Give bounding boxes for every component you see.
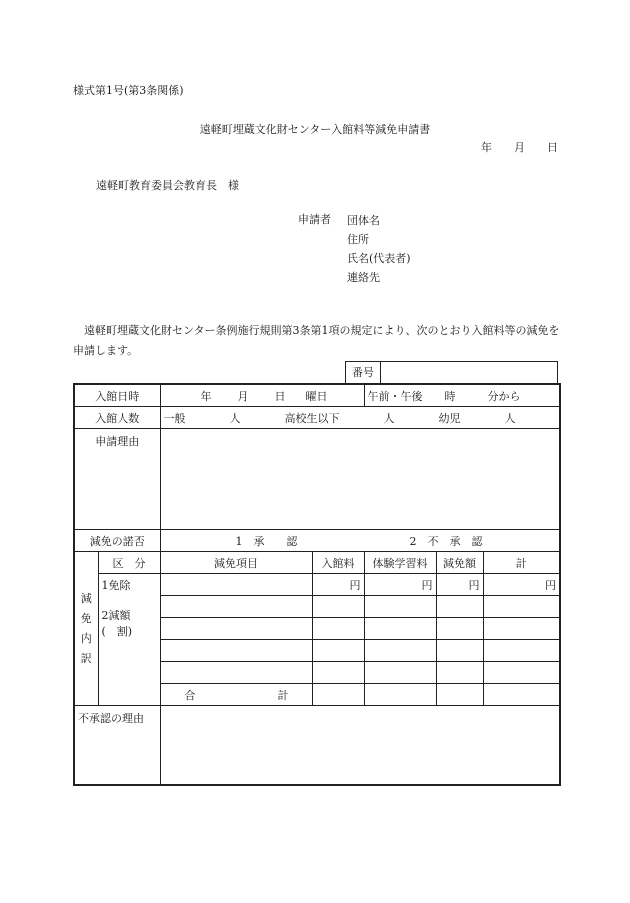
header-category: 区 分 [98,552,160,574]
addressee: 遠軽町教育委員会教育長 様 [96,179,239,192]
reduction-cell[interactable] [436,640,483,662]
reason-label: 申請理由 [74,429,160,530]
visit-year: 年 [200,389,212,403]
experience-cell[interactable] [364,618,436,640]
visit-weekday: 曜日 [305,389,328,403]
applicant-contact-field[interactable]: 連絡先 [347,271,380,284]
reason-field[interactable] [160,429,560,530]
reduction-cell[interactable]: 円 [436,574,483,596]
sum-reduction[interactable] [436,684,483,706]
total-cell[interactable] [483,640,560,662]
approval-option-approve[interactable]: 1 承 認 [235,534,298,548]
applicant-name-field[interactable]: 氏名(代表者) [347,252,411,265]
visitors-field[interactable] [160,407,560,429]
rejection-row [74,706,560,786]
date-year[interactable]: 年 [481,141,492,154]
breakdown-row [74,596,560,618]
date-line [459,139,558,155]
sum-experience[interactable] [364,684,436,706]
visit-time-field[interactable] [364,384,560,407]
total-cell[interactable]: 円 [483,574,560,596]
number-label: 番号 [346,362,381,383]
item-cell[interactable] [160,596,312,618]
header-experience: 体験学習料 [364,552,436,574]
visitors-row [74,407,560,429]
sum-total[interactable] [483,684,560,706]
total-cell[interactable] [483,596,560,618]
applicant-org-field[interactable]: 団体名 [347,214,380,227]
date-day[interactable]: 日 [547,141,558,154]
item-cell[interactable] [160,662,312,684]
experience-cell[interactable] [364,662,436,684]
date-month[interactable]: 月 [514,141,525,154]
visitors-infant-unit: 人 [504,411,516,425]
experience-cell[interactable] [364,640,436,662]
reason-row [74,429,560,530]
visitors-highschool: 高校生以下 [284,411,340,425]
category-reduce: 2減額 ( 割) [98,596,160,706]
visit-ampm: 午前・午後 [367,389,423,403]
visit-hour: 時 [444,389,456,403]
rejection-label: 不承認の理由 [74,706,160,786]
number-box [345,361,558,383]
experience-cell[interactable] [364,596,436,618]
total-cell[interactable] [483,662,560,684]
visitors-general-unit: 人 [229,411,241,425]
admission-cell[interactable] [312,618,364,640]
reduction-cell[interactable] [436,662,483,684]
visitors-infant: 幼児 [438,411,461,425]
form-number: 様式第1号(第3条関係) [73,84,184,97]
sum-admission[interactable] [312,684,364,706]
reduction-cell[interactable] [436,596,483,618]
reduction-cell[interactable] [436,618,483,640]
sum-label-2: 計 [277,688,289,702]
admission-cell[interactable]: 円 [312,574,364,596]
visitors-label: 入館人数 [74,407,160,429]
experience-cell[interactable]: 円 [364,574,436,596]
breakdown-row [74,574,560,596]
sum-label-1: 合 [184,688,196,702]
visitors-highschool-unit: 人 [383,411,395,425]
sum-label [160,684,312,706]
application-table [73,383,561,786]
admission-cell[interactable] [312,640,364,662]
rejection-field[interactable] [160,706,560,786]
approval-row [74,530,560,552]
total-cell[interactable] [483,618,560,640]
item-cell[interactable] [160,574,312,596]
header-reduction: 減免額 [436,552,483,574]
approval-label: 減免の諾否 [74,530,160,552]
visit-date-row [74,384,560,407]
visit-day: 日 [274,389,286,403]
breakdown-header-row [74,552,560,574]
applicant-address-field[interactable]: 住所 [347,233,369,246]
document-title: 遠軽町埋蔵文化財センター入館料等減免申請書 [199,123,431,136]
applicant-fields [347,211,411,287]
category-exempt: 1免除 [98,574,160,596]
header-total: 計 [483,552,560,574]
visit-date-label: 入館日時 [74,384,160,407]
body-text: 遠軽町埋蔵文化財センター条例施行規則第3条第1項の規定により、次のとおり入館料等の減免を申請します。 [73,324,560,357]
visitors-general: 一般 [163,411,186,425]
header-admission: 入館料 [312,552,364,574]
approval-field[interactable] [160,530,560,552]
admission-cell[interactable] [312,596,364,618]
visit-month: 月 [237,389,249,403]
item-cell[interactable] [160,618,312,640]
applicant-label: 申請者 [298,213,331,226]
header-item: 減免項目 [160,552,312,574]
breakdown-side-label: 減 免 内 訳 [74,552,98,706]
visit-date-field[interactable] [160,384,364,407]
visit-minute: 分から [487,389,521,403]
admission-cell[interactable] [312,662,364,684]
approval-option-reject[interactable]: 2 不 承 認 [409,534,483,548]
item-cell[interactable] [160,640,312,662]
